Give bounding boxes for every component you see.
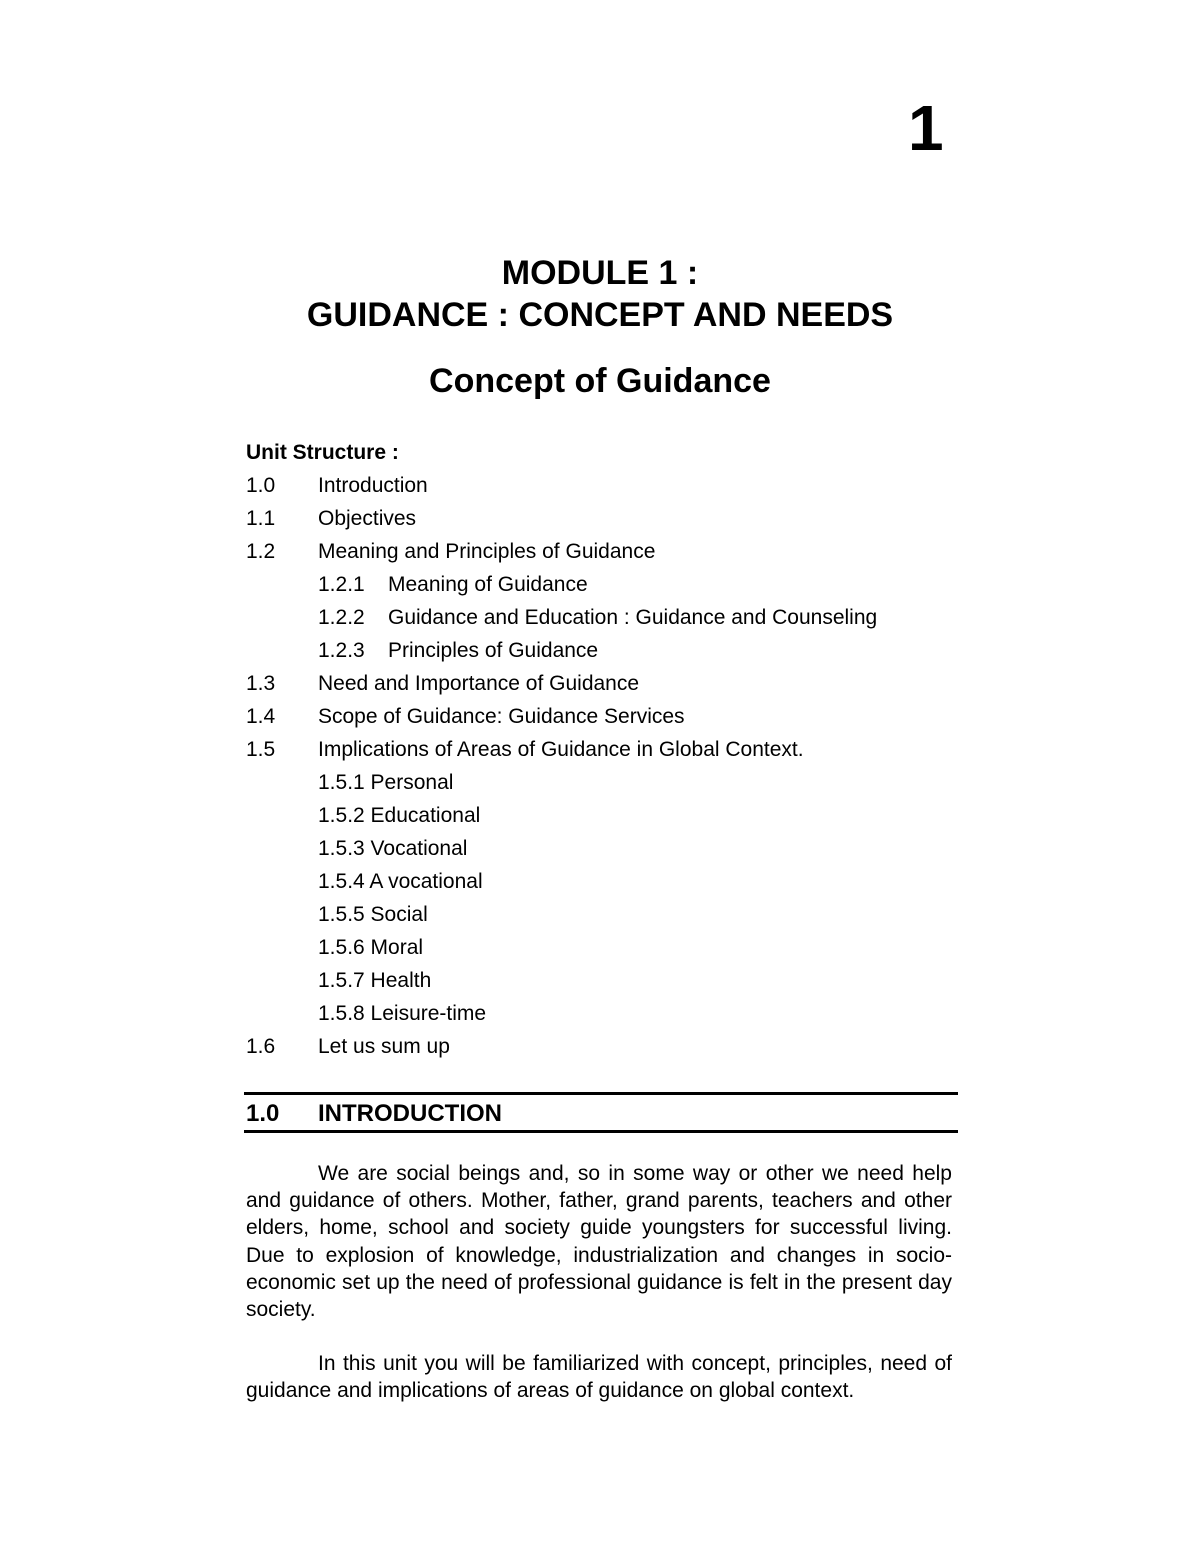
toc-label: Introduction — [318, 474, 428, 497]
toc-label: Principles of Guidance — [388, 639, 599, 662]
toc-item-1-5-4 — [246, 867, 966, 900]
intro-paragraph-1: We are social beings and, so in some way or other we need help and guidance of others. Mother, father, grand parents, teachers and other elders, home, school and society guide youngsters for successful living. Due to explosion of knowledge, industrialization and changes in socio-economic set up the need of professional guidance is felt in the present day society. — [246, 1162, 952, 1322]
concept-title: Concept of Guidance — [429, 362, 771, 400]
toc-label: Let us sum up — [318, 1035, 450, 1058]
toc-item-1-4 — [246, 702, 966, 735]
toc-item-1-5-8 — [246, 999, 966, 1032]
toc-text: 1.5.1 Personal — [318, 771, 454, 794]
toc-text: 1.5.3 Vocational — [318, 837, 468, 860]
toc-text: 1.5.6 Moral — [318, 936, 424, 959]
section-number: 1.0 — [246, 1100, 280, 1127]
toc-text: 1.5.7 Health — [318, 969, 432, 992]
toc-number: 1.4 — [246, 705, 276, 728]
toc-label: Guidance and Education : Guidance and Counseling — [388, 606, 878, 629]
section-divider-bottom — [244, 1130, 958, 1133]
toc-item-1-1 — [246, 504, 966, 537]
toc-label: Need and Importance of Guidance — [318, 672, 640, 695]
toc-text: 1.5.4 A vocational — [318, 870, 483, 893]
toc-item-1-5-1 — [246, 768, 966, 801]
toc-item-1-3 — [246, 669, 966, 702]
toc-item-1-5-7 — [246, 966, 966, 999]
toc-text: 1.5.2 Educational — [318, 804, 481, 827]
toc-item-1-5 — [246, 735, 966, 768]
toc-text: 1.5.8 Leisure-time — [318, 1002, 487, 1025]
toc-item-1-5-5 — [246, 900, 966, 933]
toc-number: 1.2.3 — [318, 639, 365, 662]
chapter-number: 1 — [908, 92, 944, 164]
toc-number: 1.6 — [246, 1035, 276, 1058]
toc-item-1-5-3 — [246, 834, 966, 867]
toc-item-1-6 — [246, 1032, 966, 1065]
toc-number: 1.2.2 — [318, 606, 365, 629]
unit-structure — [246, 438, 966, 1065]
toc-label: Meaning of Guidance — [388, 573, 588, 596]
toc-number: 1.2.1 — [318, 573, 365, 596]
toc-number: 1.5 — [246, 738, 276, 761]
section-divider-top — [244, 1092, 958, 1095]
section-heading-introduction — [246, 1097, 958, 1131]
toc-number: 1.2 — [246, 540, 276, 563]
section-title: INTRODUCTION — [318, 1100, 502, 1127]
toc-number: 1.3 — [246, 672, 276, 695]
toc-label: Scope of Guidance: Guidance Services — [318, 705, 685, 728]
toc-item-1-0 — [246, 471, 966, 504]
module-title-line-1: MODULE 1 : — [501, 254, 699, 292]
toc-label: Implications of Areas of Guidance in Global Context. — [318, 738, 804, 761]
intro-paragraph-2: In this unit you will be familiarized with concept, principles, need of guidance and implications of areas of guidance on global context. — [246, 1352, 952, 1403]
toc-item-1-2-3 — [246, 636, 966, 669]
toc-label: Objectives — [318, 507, 417, 530]
toc-item-1-5-2 — [246, 801, 966, 834]
module-title — [0, 252, 1200, 336]
toc-item-1-2-2 — [246, 603, 966, 636]
toc-number: 1.0 — [246, 474, 276, 497]
toc-number: 1.1 — [246, 507, 276, 530]
toc-item-1-2-1 — [246, 570, 966, 603]
toc-item-1-2 — [246, 537, 966, 570]
module-title-line-2: GUIDANCE : CONCEPT AND NEEDS — [306, 296, 894, 334]
toc-item-1-5-6 — [246, 933, 966, 966]
toc-label: Meaning and Principles of Guidance — [318, 540, 656, 563]
unit-structure-heading: Unit Structure : — [246, 441, 399, 464]
toc-text: 1.5.5 Social — [318, 903, 428, 926]
